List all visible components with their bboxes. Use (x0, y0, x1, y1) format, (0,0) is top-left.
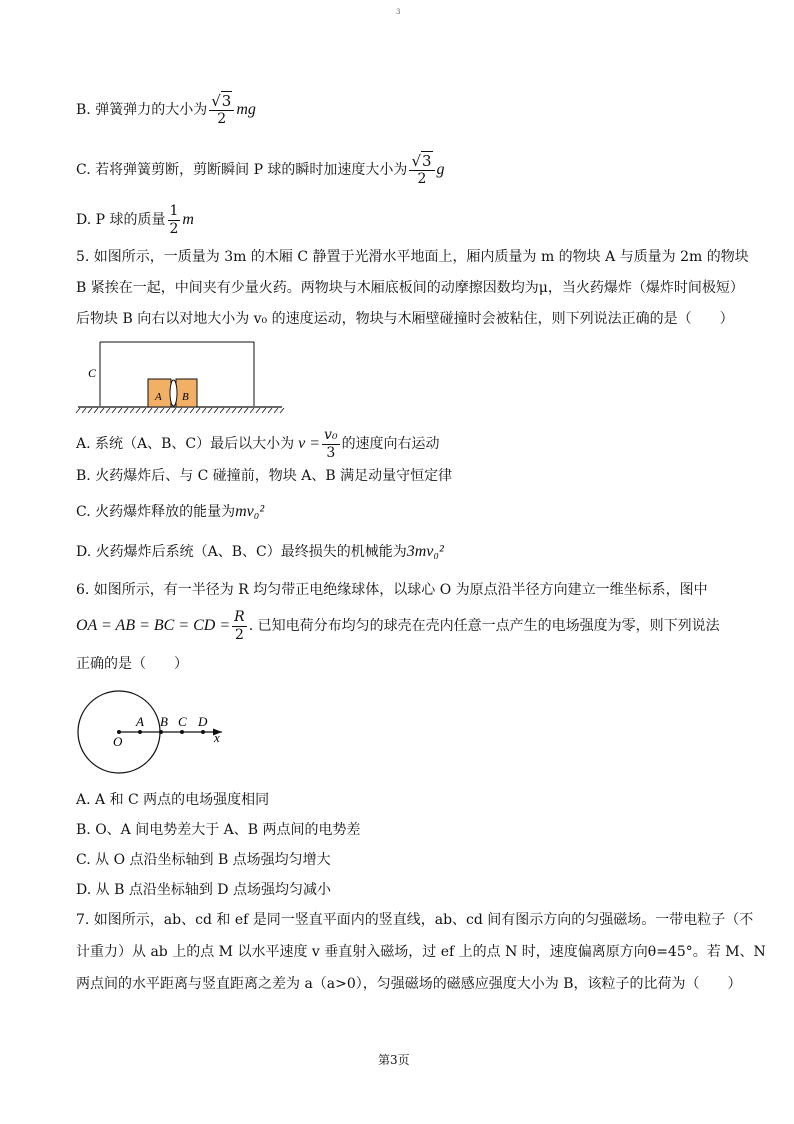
q5-option-b: B. 火药爆炸后、与 C 碰撞前，物块 A、B 满足动量守恒定律 (76, 468, 453, 484)
one-half-fraction: $\frac{1}{2}$ (169, 202, 179, 237)
point-d (201, 730, 205, 734)
label-b: B (182, 391, 189, 403)
q6-option-d: D. 从 B 点沿坐标轴到 D 点场强均匀减小 (76, 882, 331, 898)
q4-option-c: C. 若将弹簧剪断，剪断瞬间 P 球的瞬时加速度大小为 $\frac{√3}{2}$ g (76, 151, 445, 187)
page-footer: 第3页 (378, 1053, 410, 1067)
gunpowder (170, 380, 177, 406)
q5-option-d: D. 火药爆炸后系统（A、B、C）最终损失的机械能为3mv₀² (76, 543, 444, 560)
sqrt3-over-2-fraction: $\frac{√3}{2}$ (409, 153, 434, 188)
q4-option-b: B. 弹簧弹力的大小为 $\frac{√3}{2}$ mg (76, 91, 256, 127)
label-a: A (136, 714, 144, 729)
sqrt3-over-2-fraction: $\frac{√3}{2}$ (209, 93, 234, 128)
label-d: D (198, 714, 208, 729)
q5-box-diagram (74, 334, 286, 416)
label-o: O (113, 734, 123, 749)
q6-stem-line3: 正确的是（ ） (76, 656, 188, 672)
label-c: C (178, 714, 187, 729)
q6-stem-line2: OA = AB = BC = CD = $\frac{R}{2}$ . 已知电荷分布均匀的球壳在壳内任意一点产生的电场强度为零，则下列说法 (76, 608, 720, 643)
point-a (138, 730, 142, 734)
label-a: A (155, 391, 162, 403)
q7-stem-line1: 7. 如图所示，ab、cd 和 ef 是同一竖直平面内的竖直线，ab、cd 间有图示方向的匀强磁场。一带电粒子（不 (76, 912, 754, 928)
q6-option-c: C. 从 O 点沿坐标轴到 B 点场强均匀增大 (76, 852, 331, 868)
q6-stem-line1: 6. 如图所示，有一半径为 R 均匀带正电绝缘球体，以球心 O 为原点沿半径方向建立一维坐标系，图中 (76, 582, 708, 598)
point-b (159, 730, 163, 734)
r-over-2-fraction: $\frac{R}{2}$ (234, 608, 245, 643)
label-x: x (214, 730, 220, 745)
q5-stem-line3: 后物块 B 向右以对地大小为 v₀ 的速度运动，物块与木厢壁碰撞时会被粘住，则下列说法正确的是（ ） (76, 311, 734, 327)
q6-option-a: A. A 和 C 两点的电场强度相同 (76, 792, 270, 808)
q5-stem-line2: B 紧挨在一起，中间夹有少量火药。两物块与木厢底板间的动摩擦因数均为μ，当火药爆炸（爆炸时间极短） (76, 280, 744, 296)
q5-option-c: C. 火药爆炸释放的能量为mv₀² (76, 503, 265, 520)
q7-stem-line3: 两点间的水平距离与竖直距离之差为 a（a>0），匀强磁场的磁感应强度大小为 B，该粒子的比荷为（ ） (76, 976, 742, 992)
q4-option-d: D. P 球的质量 $\frac{1}{2}$ m (76, 202, 194, 237)
point-c (180, 730, 184, 734)
page-marker: 3 (396, 8, 401, 16)
q5-option-a: A. 系统（A、B、C）最后以大小为 v = $\frac{\text{v₀}}{3}$ 的速度向右运动 (76, 426, 440, 461)
q6-sphere-diagram (74, 688, 234, 782)
q6-option-b: B. O、A 间电势差大于 A、B 两点间的电势差 (76, 822, 361, 838)
q7-stem-line2: 计重力）从 ab 上的点 M 以水平速度 v 垂直射入磁场，过 ef 上的点 N 时，速度偏离原方向θ=45°。若 M、N (76, 944, 766, 960)
v0-over-3-fraction: $\frac{\text{v₀}}{3}$ (324, 426, 338, 461)
q5-stem-line1: 5. 如图所示，一质量为 3m 的木厢 C 静置于光滑水平地面上，厢内质量为 m 的物块 A 与质量为 2m 的物块 (76, 249, 749, 265)
label-b: B (160, 714, 168, 729)
label-c: C (88, 366, 97, 380)
